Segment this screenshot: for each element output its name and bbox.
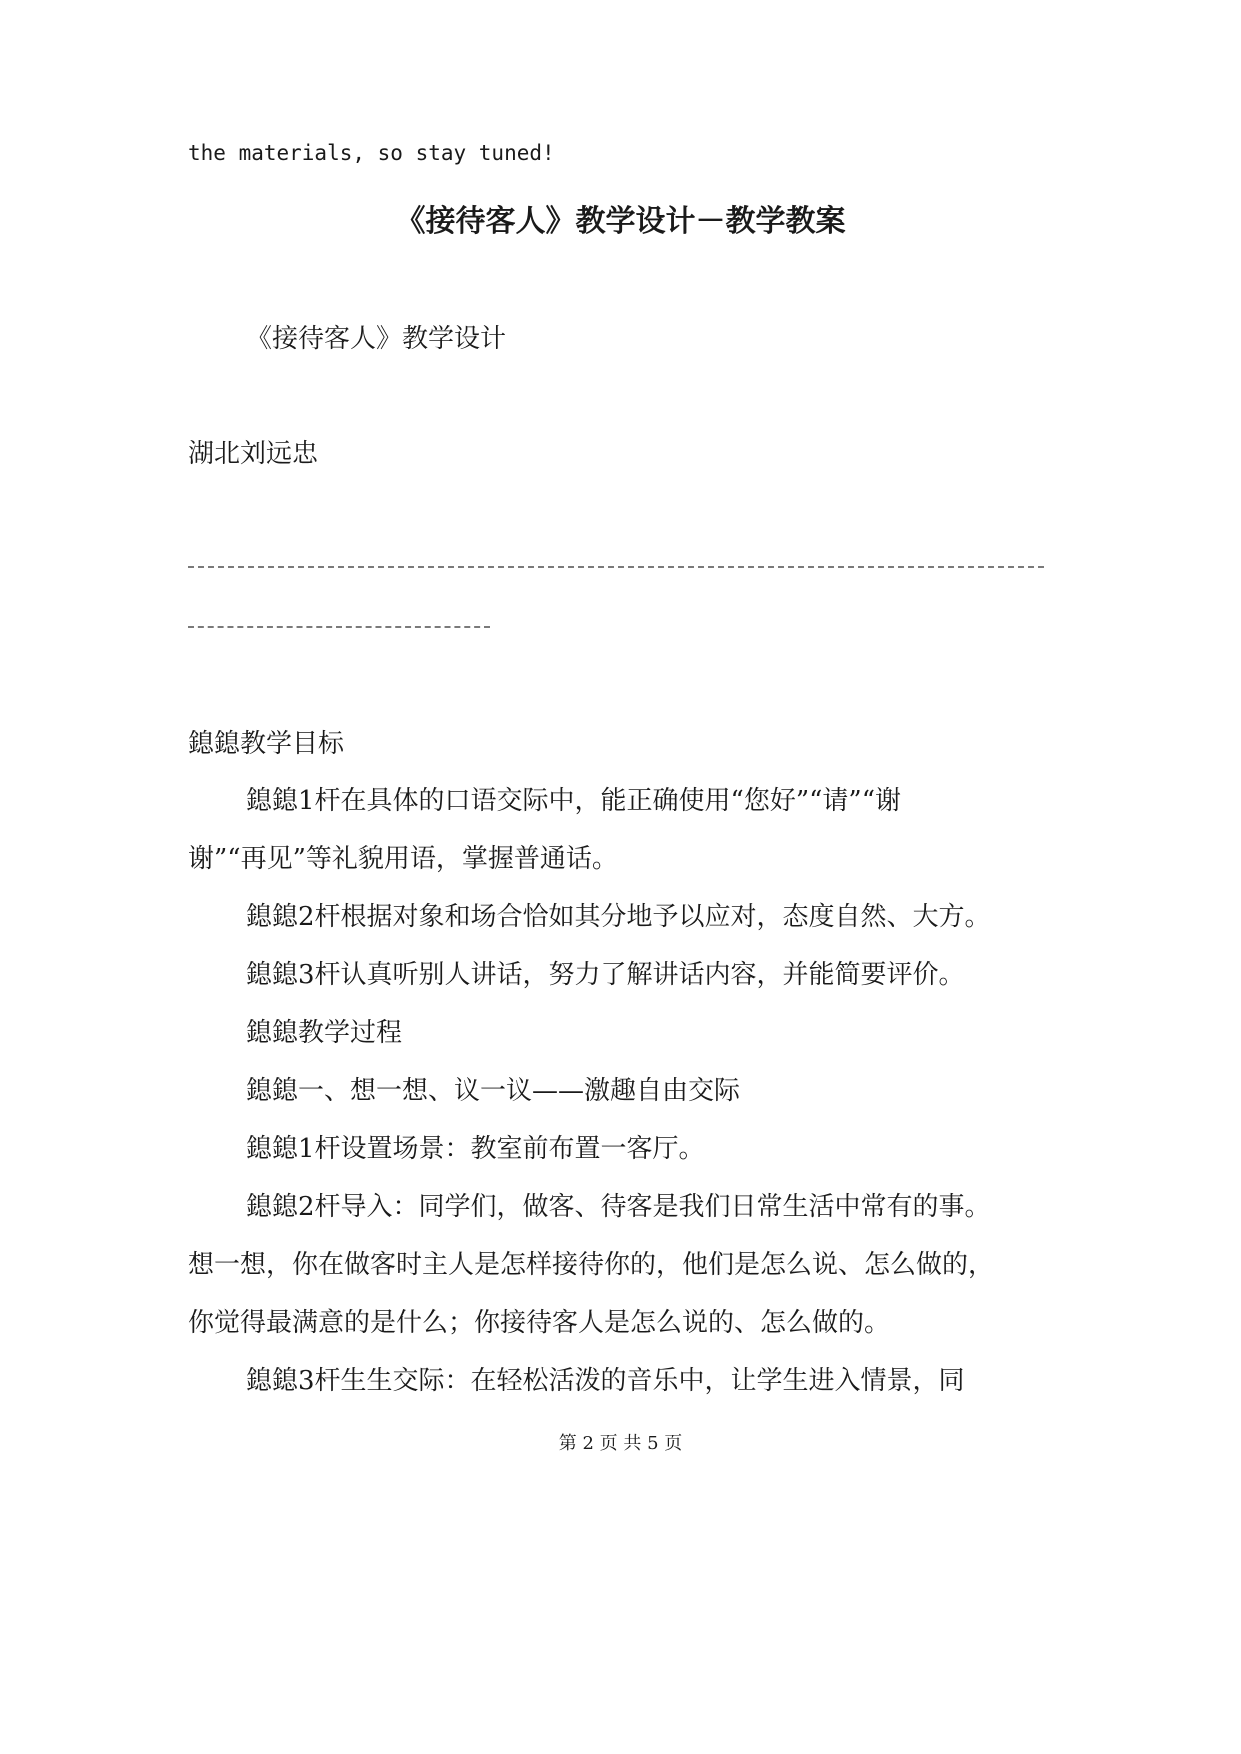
- goals-heading: 鎴鎴教学目标: [188, 729, 345, 759]
- goal-3: 鎴鎴3杆认真听别人讲话，努力了解讲话内容，并能简要评价。: [246, 960, 965, 990]
- process-1-1: 鎴鎴1杆设置场景：教室前布置一客厅。: [246, 1134, 705, 1164]
- document-title: 《接待客人》教学设计－教学教案: [395, 204, 846, 239]
- goal-1-line-b: 谢”“再见”等礼貌用语，掌握普通话。: [188, 844, 618, 874]
- process-step-1: 鎴鎴一、想一想、议一议——激趣自由交际: [246, 1076, 741, 1106]
- page-footer: 第 2 页 共 5 页: [558, 1433, 683, 1454]
- author-line: 湖北刘远忠: [188, 439, 319, 469]
- goal-2: 鎴鎴2杆根据对象和场合恰如其分地予以应对，态度自然、大方。: [246, 902, 991, 932]
- separator-line-1: [188, 566, 1044, 568]
- goal-1-line-a: 鎴鎴1杆在具体的口语交际中，能正确使用“您好”“请”“谢: [246, 786, 902, 816]
- process-1-2-line-c: 你觉得最满意的是什么；你接待客人是怎么说的、怎么做的。: [188, 1308, 891, 1338]
- process-heading: 鎴鎴教学过程: [246, 1018, 403, 1048]
- document-subtitle: 《接待客人》教学设计: [246, 324, 507, 354]
- process-1-2-line-a: 鎴鎴2杆导入：同学们，做客、待客是我们日常生活中常有的事。: [246, 1192, 991, 1222]
- intro-text: the materials, so stay tuned!: [188, 141, 555, 165]
- process-1-3-line-a: 鎴鎴3杆生生交际：在轻松活泼的音乐中，让学生进入情景，同: [246, 1366, 965, 1396]
- process-1-2-line-b: 想一想，你在做客时主人是怎样接待你的，他们是怎么说、怎么做的，: [188, 1250, 995, 1280]
- separator-line-2: [188, 626, 490, 628]
